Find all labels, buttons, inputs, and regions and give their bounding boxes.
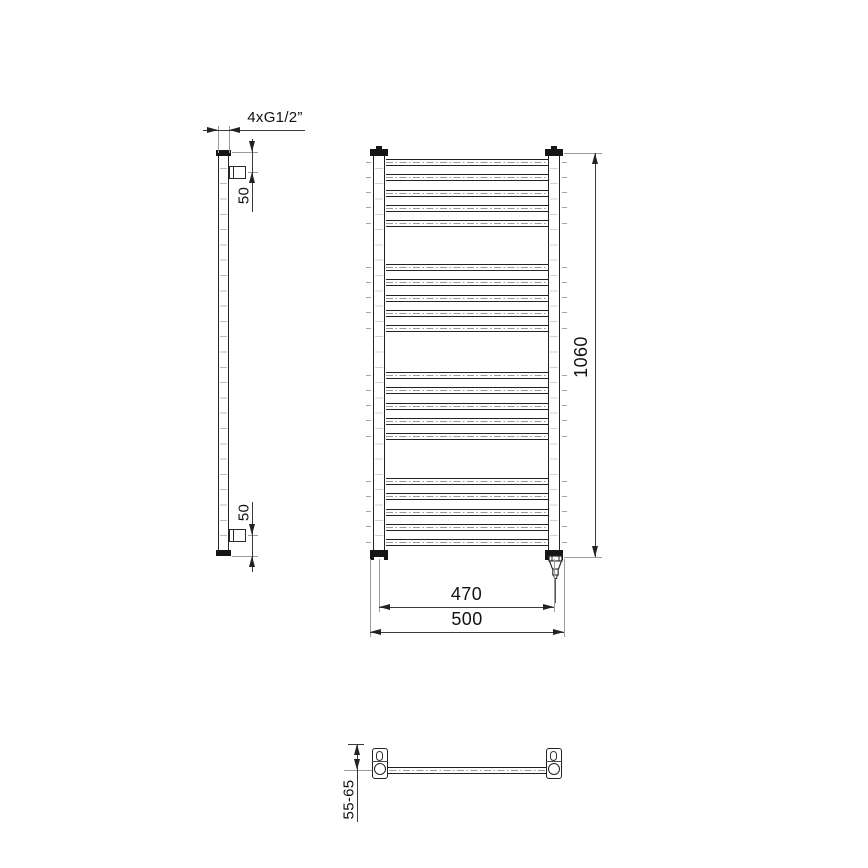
- rung-centerline: [386, 208, 548, 209]
- rung-centerline-tick: [366, 312, 371, 313]
- rung-centerline: [386, 542, 548, 543]
- bracket-circle: [548, 763, 560, 775]
- rung-centerline-tick: [562, 177, 567, 178]
- rung-centerline-tick: [562, 542, 567, 543]
- axis-width-label: 470: [450, 584, 483, 604]
- rung-centerline: [386, 162, 548, 163]
- plan-tube: [388, 767, 546, 774]
- rung-centerline-tick: [366, 162, 371, 163]
- rung-centerline-tick: [366, 177, 371, 178]
- rung-centerline: [386, 375, 548, 376]
- wall-distance-label: 55-65: [340, 779, 358, 820]
- radiator-rung: [386, 478, 548, 485]
- connections-label: 4xG1/2”: [247, 109, 303, 126]
- radiator-rung: [386, 310, 548, 317]
- side-view-top-connection: [229, 166, 246, 179]
- extension-line: [344, 770, 372, 771]
- rung-centerline-tick: [562, 267, 567, 268]
- rung-centerline-tick: [366, 192, 371, 193]
- rung-centerline-tick: [562, 223, 567, 224]
- extension-line: [248, 535, 258, 536]
- radiator-rung: [386, 509, 548, 516]
- front-top-right-cap: [545, 149, 563, 156]
- radiator-rung: [386, 325, 548, 332]
- arrowhead: [592, 153, 598, 164]
- rung-centerline-tick: [562, 328, 567, 329]
- rung-centerline: [386, 298, 548, 299]
- rung-centerline: [386, 512, 548, 513]
- rung-centerline-tick: [366, 436, 371, 437]
- arrowhead: [354, 744, 360, 755]
- front-bottom-left-cap: [370, 550, 388, 557]
- rung-centerline: [386, 313, 548, 314]
- top-offset-label: 50: [235, 186, 253, 205]
- rung-centerline-tick: [366, 420, 371, 421]
- rung-centerline-tick: [562, 312, 567, 313]
- rung-centerline: [386, 421, 548, 422]
- arrowhead: [592, 546, 598, 557]
- arrowhead: [207, 127, 218, 133]
- rung-centerline-tick: [562, 511, 567, 512]
- rung-centerline: [386, 328, 548, 329]
- rung-centerline-tick: [562, 405, 567, 406]
- extension-line: [564, 557, 602, 558]
- rung-centerline-tick: [366, 223, 371, 224]
- radiator-rung: [386, 295, 548, 302]
- rung-centerline-tick: [562, 297, 567, 298]
- radiator-rung: [386, 433, 548, 440]
- radiator-rung: [386, 279, 548, 286]
- rung-centerline-tick: [366, 542, 371, 543]
- rung-centerline: [386, 177, 548, 178]
- rung-centerline: [386, 436, 548, 437]
- rung-centerline-tick: [562, 526, 567, 527]
- dimension-line: [370, 632, 564, 633]
- front-top-right-vent: [551, 146, 557, 149]
- radiator-rung: [386, 220, 548, 227]
- bracket-slot: [550, 751, 557, 761]
- foot-tab: [384, 557, 388, 560]
- rung-centerline-tick: [562, 375, 567, 376]
- rung-centerline-tick: [366, 267, 371, 268]
- bracket-slot: [376, 751, 383, 761]
- rung-centerline-tick: [366, 282, 371, 283]
- bottom-offset-label: 50: [235, 503, 253, 522]
- extension-line: [554, 559, 555, 612]
- rung-centerline-tick: [562, 192, 567, 193]
- radiator-rung: [386, 418, 548, 425]
- rung-centerline-tick: [562, 162, 567, 163]
- dimension-line: [379, 607, 554, 608]
- rung-centerline-tick: [366, 297, 371, 298]
- rung-centerline: [386, 481, 548, 482]
- radiator-rung: [386, 190, 548, 197]
- rung-centerline-tick: [366, 207, 371, 208]
- rung-centerline: [386, 496, 548, 497]
- rung-centerline-tick: [562, 390, 567, 391]
- rung-centerline: [386, 390, 548, 391]
- rung-centerline: [386, 223, 548, 224]
- bracket-divider: [372, 761, 388, 762]
- arrowhead: [249, 556, 255, 567]
- radiator-rung: [386, 539, 548, 546]
- height-label: 1060: [571, 336, 591, 378]
- rung-centerline-tick: [366, 405, 371, 406]
- bracket-circle: [374, 763, 386, 775]
- rung-centerline-tick: [366, 526, 371, 527]
- rung-centerline-tick: [366, 375, 371, 376]
- extension-line: [564, 559, 565, 637]
- side-view-bottom-connection: [229, 529, 246, 542]
- rung-centerline-tick: [562, 282, 567, 283]
- rung-centerline-tick: [366, 511, 371, 512]
- arrowhead: [553, 629, 564, 635]
- dimension-line: [595, 153, 596, 557]
- front-top-left-cap: [370, 149, 388, 156]
- radiator-rung: [386, 372, 548, 379]
- side-view-bottom-cap: [216, 550, 231, 556]
- arrowhead: [354, 759, 360, 770]
- radiator-rung: [386, 174, 548, 181]
- dimension-line: [203, 130, 305, 131]
- overall-width-label: 500: [451, 609, 483, 629]
- radiator-rung: [386, 264, 548, 271]
- front-left-collector: [373, 150, 385, 556]
- rung-centerline: [386, 193, 548, 194]
- extension-line: [232, 152, 258, 153]
- radiator-rung: [386, 159, 548, 166]
- radiator-rung: [386, 493, 548, 500]
- rung-centerline-tick: [562, 207, 567, 208]
- radiator-rung: [386, 403, 548, 410]
- rung-centerline-tick: [562, 420, 567, 421]
- arrowhead: [249, 141, 255, 152]
- rung-centerline: [386, 527, 548, 528]
- rung-centerline: [386, 267, 548, 268]
- radiator-rung: [386, 205, 548, 212]
- front-top-left-vent: [376, 146, 382, 149]
- rung-centerline-tick: [562, 481, 567, 482]
- rung-centerline-tick: [366, 328, 371, 329]
- front-right-collector: [548, 150, 560, 556]
- arrowhead: [370, 629, 381, 635]
- bracket-divider: [546, 761, 562, 762]
- rung-centerline: [386, 282, 548, 283]
- rung-centerline-tick: [366, 496, 371, 497]
- rung-centerline-tick: [366, 481, 371, 482]
- radiator-rung: [386, 387, 548, 394]
- rung-centerline-tick: [366, 390, 371, 391]
- side-view-tube: [218, 150, 229, 556]
- rung-centerline: [386, 406, 548, 407]
- radiator-rung: [386, 524, 548, 531]
- rung-centerline-tick: [562, 496, 567, 497]
- rung-centerline-tick: [562, 436, 567, 437]
- arrowhead: [229, 127, 240, 133]
